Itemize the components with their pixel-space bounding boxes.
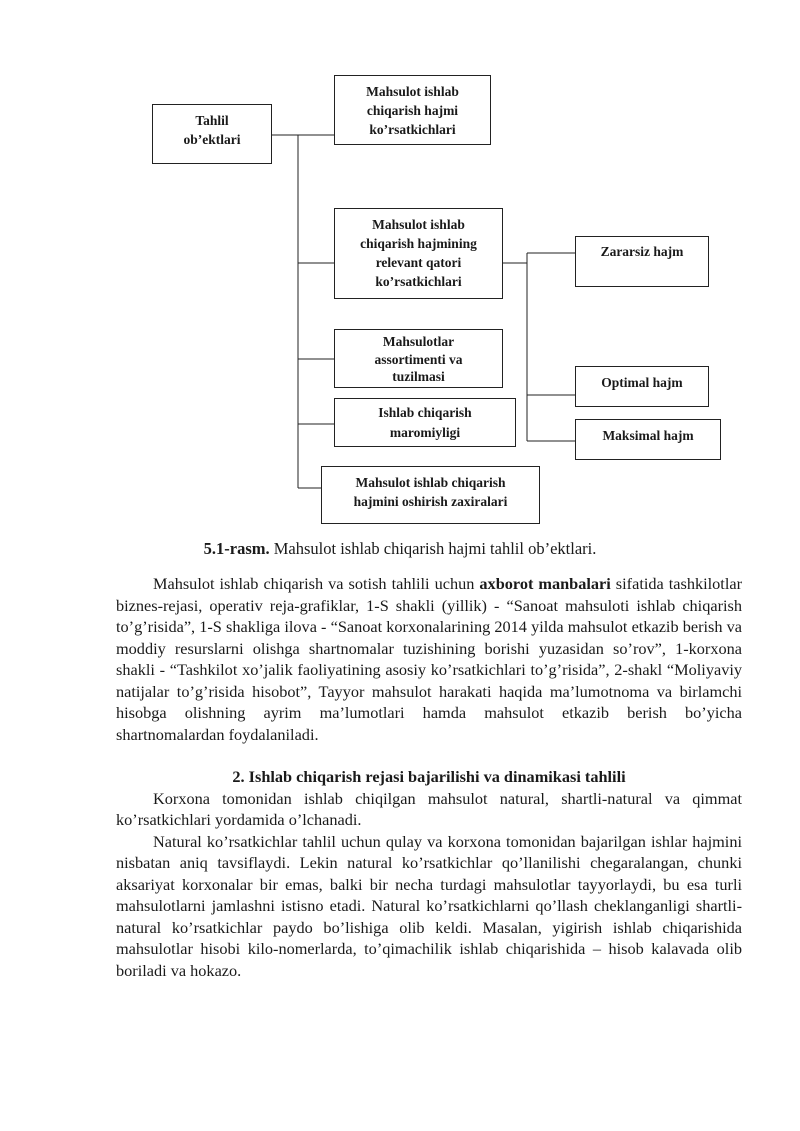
figure-caption [0,539,800,559]
node-line: relevant qatori [375,255,462,270]
node-line: chiqarish hajmining [360,236,477,251]
node-line: Mahsulot ishlab [366,84,459,99]
caption-number: 5.1-rasm. [203,539,270,558]
root-line: ob’ektlari [183,132,241,147]
sub-node-optimal [575,366,709,407]
node-line: ko’rsatkichlari [369,122,456,137]
bold-term: axborot manbalari [479,574,611,593]
body-text [116,573,742,981]
node-line: ko’rsatkichlari [375,274,462,289]
node-line: chiqarish hajmi [366,103,459,118]
root-node [152,104,272,164]
sub-node-zararsiz [575,236,709,287]
sub-node-maksimal [575,419,721,460]
node-line: maromiyligi [389,425,461,440]
diagram-node-5 [321,466,540,524]
sub-node-label: Optimal hajm [601,375,683,390]
node-line: hajmini oshirish zaxiralari [353,494,508,509]
blank-line [116,745,742,766]
paragraph-text: Mahsulot ishlab chiqarish va sotish tahlili uchun [153,574,480,593]
diagram-node-1 [334,75,491,145]
node-line: Mahsulotlar [382,334,455,349]
node-line: assortimenti va [374,351,463,367]
section-heading: 2. Ishlab chiqarish rejasi bajarilishi va dinamikasi tahlili [232,767,626,786]
node-line: Mahsulot ishlab [372,217,465,232]
analysis-objects-diagram [0,0,800,530]
root-line: Tahlil [195,113,229,128]
diagram-node-2 [334,208,503,299]
paragraph-natural: Natural ko’rsatkichlar tahlil uchun qulay va korxona tomonidan bajarilgan ishlar hajmini nisbatan aniq tavsiflaydi. Lekin natural ko’rsatkichlar qo’llanilishi chegaralangan, chunki aksariyat korxonalar bir emas, balki bir necha turdagi mahsulotlar tayyorlaydi, bu esa turli mahsulotlarni jamlashni istisno etadi. Natural ko’rsatkichlarni qo’llash cheklanganligi shartli-natural ko’rsatkichlar paydo bo’lishiga olib keldi. Masalan, yigirish ishlab chiqarishida mahsulotlar hisobi kilo-nomerlarda, to’qimachilik ishlab chiqarishida – hisob kalavada olib boriladi va hokazo. [116,831,742,980]
diagram-node-3 [334,329,503,388]
node-line: tuzilmasi [392,369,445,384]
caption-text: Mahsulot ishlab chiqarish hajmi tahlil ob’ektlari. [269,539,597,558]
diagram-node-4 [334,398,516,447]
node-line: Mahsulot ishlab chiqarish [355,475,506,490]
paragraph-measures: Korxona tomonidan ishlab chiqilgan mahsulot natural, shartli-natural va qimmat ko’rsatkichlari yordamida o’lchanadi. [116,788,742,829]
paragraph-sources [116,573,742,745]
node-line: Ishlab chiqarish [378,405,472,420]
sub-node-label: Maksimal hajm [602,428,694,443]
sub-node-label: Zararsiz hajm [600,244,684,259]
paragraph-text: sifatida tashkilotlar biznes-rejasi, operativ reja-grafiklar, 1-S shakli (yillik) - “Sanoat mahsuloti ishlab chiqarish to’g’risida”, 1-S shakliga ilova - “Sanoat korxonalarining 2014 yilda mahsulot etkazib berish va moddiy resurslarni olishga shartnomalar tuzishining borishi yuzasidan so’rov”, 1-korxona shakli - “Tashkilot xo’jalik faoliyatining asosiy ko’rsatkichlari to’g’risida”, 2-shakl “Moliyaviy natijalar to’g’risida hisobot”, Tayyor mahsulot harakati haqida ma’lumotnoma va birlamchi hisobga olishning ayrim ma’lumotlari hamda mahsulot etkazib berish bo’yicha shartnomalardan foydalaniladi. [116,574,743,744]
